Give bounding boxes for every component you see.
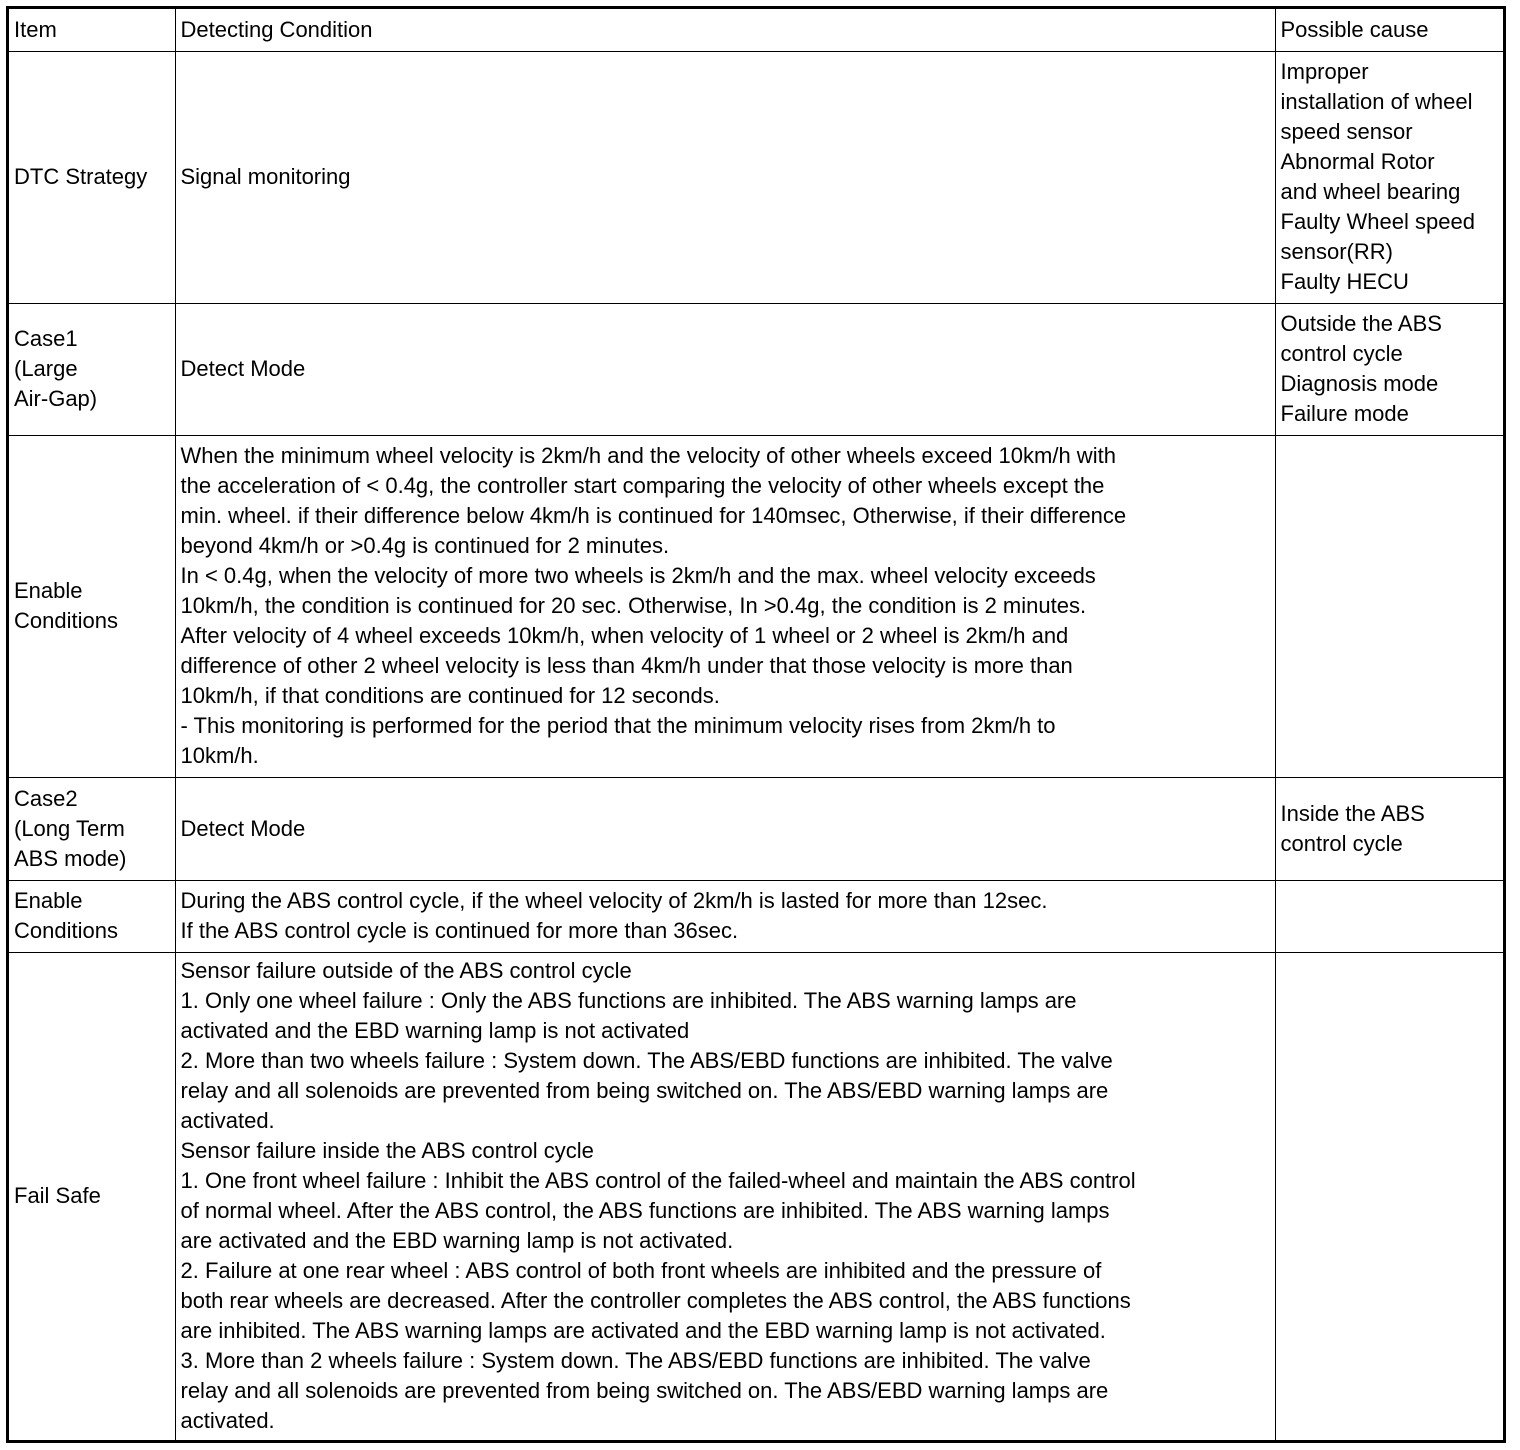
header-item: Item bbox=[9, 9, 175, 51]
dtc-table bbox=[9, 9, 1503, 1440]
row-possible-cause bbox=[1275, 435, 1503, 777]
table-header-row bbox=[9, 9, 1503, 51]
header-possible-cause: Possible cause bbox=[1275, 9, 1503, 51]
row-possible-cause: Improper installation of wheel speed sensor Abnormal Rotor and wheel bearing Faulty Wheel speed sensor(RR) Faulty HECU bbox=[1275, 51, 1503, 303]
header-detecting-condition: Detecting Condition bbox=[175, 9, 1275, 51]
table-row bbox=[9, 952, 1503, 1440]
table-row bbox=[9, 880, 1503, 952]
row-possible-cause bbox=[1275, 880, 1503, 952]
row-item: Case1 (Large Air-Gap) bbox=[9, 303, 175, 435]
row-item: Case2 (Long Term ABS mode) bbox=[9, 777, 175, 880]
row-detecting-condition: Sensor failure outside of the ABS control cycle 1. Only one wheel failure : Only the ABS functions are inhibited. The ABS warning lamps are activated and the EBD warning lamp is not activated 2. More than two wheels failure : System down. The ABS/EBD functions are inhibited. The valve relay and all solenoids are prevented from being switched on. The ABS/EBD warning lamps are activated. Sensor failure inside the ABS control cycle 1. One front wheel failure : Inhibit the ABS control of the failed-wheel and maintain the ABS control of normal wheel. After the ABS control, the ABS functions are inhibited. The ABS warning lamps are activated and the EBD warning lamp is not activated. 2. Failure at one rear wheel : ABS control of both front wheels are inhibited and the pressure of both rear wheels are decreased. After the controller completes the ABS control, the ABS functions are inhibited. The ABS warning lamps are activated and the EBD warning lamp is not activated. 3. More than 2 wheels failure : System down. The ABS/EBD functions are inhibited. The valve relay and all solenoids are prevented from being switched on. The ABS/EBD warning lamps are activated. bbox=[175, 952, 1275, 1440]
row-item: Enable Conditions bbox=[9, 880, 175, 952]
table-row bbox=[9, 435, 1503, 777]
row-possible-cause: Outside the ABS control cycle Diagnosis mode Failure mode bbox=[1275, 303, 1503, 435]
row-detecting-condition: Detect Mode bbox=[175, 777, 1275, 880]
table-row bbox=[9, 51, 1503, 303]
row-item: Enable Conditions bbox=[9, 435, 175, 777]
row-possible-cause: Inside the ABS control cycle bbox=[1275, 777, 1503, 880]
dtc-table-frame bbox=[6, 6, 1506, 1443]
row-detecting-condition: Detect Mode bbox=[175, 303, 1275, 435]
row-item: Fail Safe bbox=[9, 952, 175, 1440]
row-item: DTC Strategy bbox=[9, 51, 175, 303]
row-detecting-condition: When the minimum wheel velocity is 2km/h and the velocity of other wheels exceed 10km/h with the acceleration of < 0.4g, the controller start comparing the velocity of other wheels except the min. wheel. if their difference below 4km/h is continued for 140msec, Otherwise, if their difference beyond 4km/h or >0.4g is continued for 2 minutes. In < 0.4g, when the velocity of more two wheels is 2km/h and the max. wheel velocity exceeds 10km/h, the condition is continued for 20 sec. Otherwise, In >0.4g, the condition is 2 minutes. After velocity of 4 wheel exceeds 10km/h, when velocity of 1 wheel or 2 wheel is 2km/h and difference of other 2 wheel velocity is less than 4km/h under that those velocity is more than 10km/h, if that conditions are continued for 12 seconds. - This monitoring is performed for the period that the minimum velocity rises from 2km/h to 10km/h. bbox=[175, 435, 1275, 777]
table-row bbox=[9, 777, 1503, 880]
row-possible-cause bbox=[1275, 952, 1503, 1440]
row-detecting-condition: Signal monitoring bbox=[175, 51, 1275, 303]
table-row bbox=[9, 303, 1503, 435]
row-detecting-condition: During the ABS control cycle, if the wheel velocity of 2km/h is lasted for more than 12sec. If the ABS control cycle is continued for more than 36sec. bbox=[175, 880, 1275, 952]
